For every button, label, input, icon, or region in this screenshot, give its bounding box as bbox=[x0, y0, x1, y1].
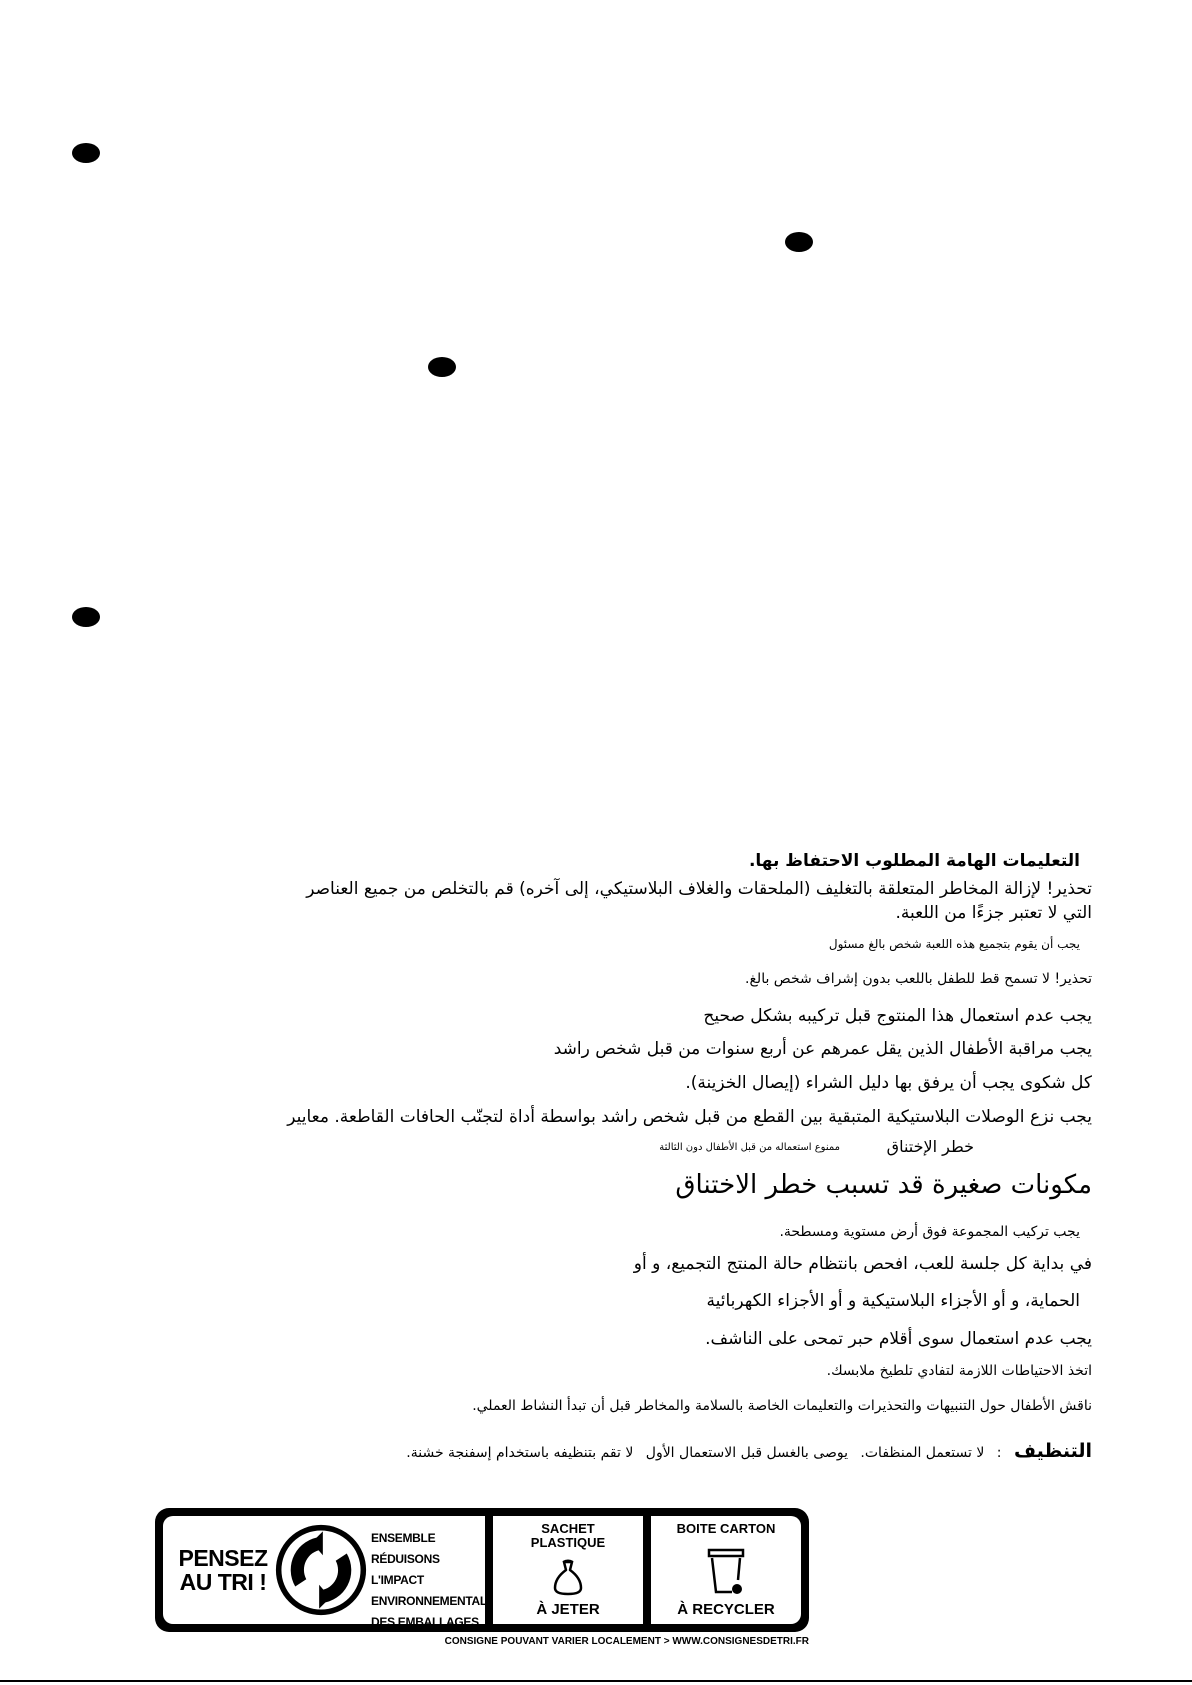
recycle-bin-icon bbox=[706, 1546, 746, 1598]
no-detergents: لا تستعمل المنظفات. bbox=[860, 1445, 985, 1461]
complaints-receipt: كل شكوى يجب أن يرفق بها دليل الشراء (إيصال الخزينة). bbox=[685, 1073, 1092, 1093]
inspect-line2: الحماية، و أو الأجزاء البلاستيكية و أو الأجزاء الكهربائية bbox=[706, 1291, 1080, 1311]
consigne-note: CONSIGNE POUVANT VARIER LOCALEMENT > WWW.CONSIGNESDETRI.FR bbox=[444, 1636, 809, 1647]
sachet-title bbox=[493, 1522, 643, 1550]
ensemble-text bbox=[371, 1528, 487, 1633]
marker-dot-3 bbox=[428, 357, 456, 377]
choking-hazard: خطر الإختناق bbox=[886, 1137, 974, 1156]
ensemble-line4: DES EMBALLAGES bbox=[371, 1615, 479, 1629]
no-use-before-assembly: يجب عدم استعمال هذا المنتوج قبل تركيبه بشكل صحيح bbox=[703, 1006, 1092, 1026]
sachet-title-line2: PLASTIQUE bbox=[530, 1535, 606, 1550]
wash-before-use: يوصى بالغسل قبل الاستعمال الأول bbox=[645, 1445, 848, 1461]
sachet-panel bbox=[493, 1516, 643, 1624]
inspect-line1: في بداية كل جلسة للعب، افحص بانتظام حالة المنتج التجميع، و أو bbox=[633, 1254, 1092, 1274]
ensemble-line2: RÉDUISONS L'IMPACT bbox=[371, 1552, 440, 1587]
pensez-panel bbox=[163, 1516, 487, 1629]
marker-dot-4 bbox=[72, 607, 100, 627]
cleaning-colon: : bbox=[996, 1445, 1002, 1461]
adult-assembly-note: يجب أن يقوم بتجميع هذه اللعبة شخص بالغ مسئول bbox=[828, 937, 1080, 951]
marker-dot-1 bbox=[72, 143, 100, 163]
green-dot-icon bbox=[275, 1524, 367, 1616]
marker-dot-2 bbox=[785, 232, 813, 252]
cleaning-title: التنظيف bbox=[1013, 1440, 1092, 1462]
pensez-line2: AU TRI ! bbox=[179, 1569, 267, 1595]
sachet-action: À JETER bbox=[536, 1601, 600, 1618]
supervise-under-four: يجب مراقبة الأطفال الذين يقل عمرهم عن أربع سنوات من قبل شخص راشد bbox=[553, 1039, 1092, 1059]
pensez-au-tri bbox=[173, 1546, 273, 1594]
warning-packaging-line2: التي لا تعتبر جزءًا من اللعبة. bbox=[895, 903, 1092, 923]
cleaning-row bbox=[398, 1440, 1092, 1462]
remove-plastic-links: يجب نزع الوصلات البلاستيكية المتبقية بين القطع من قبل شخص راشد بواسطة أداة لتجنّب الحافات القاطعة. معايير bbox=[287, 1107, 1092, 1127]
forbidden-under-three: ممنوع استعماله من قبل الأطفال دون الثالثة bbox=[659, 1142, 840, 1153]
recycling-banner bbox=[155, 1508, 809, 1632]
warning-supervision: تحذير! لا تسمح قط للطفل باللعب بدون إشراف شخص بالغ. bbox=[745, 971, 1092, 987]
no-rough-sponge: لا تقم بتنظيفه باستخدام إسفنجة خشنة. bbox=[406, 1445, 634, 1461]
markers-only: يجب عدم استعمال سوى أقلام حبر تمحى على الناشف. bbox=[705, 1329, 1092, 1349]
ensemble-line3: ENVIRONNEMENTAL bbox=[371, 1594, 487, 1608]
bottom-rule bbox=[0, 1680, 1192, 1682]
plastic-bag-icon bbox=[551, 1558, 585, 1596]
sachet-title-line1: SACHET bbox=[541, 1521, 595, 1536]
warning-packaging-line1: تحذير! لإزالة المخاطر المتعلقة بالتغليف (الملحقات والغلاف البلاستيكي، إلى آخره) قم بالتخلص من جميع العناصر bbox=[306, 879, 1092, 899]
flat-surface: يجب تركيب المجموعة فوق أرض مستوية ومسطحة. bbox=[779, 1224, 1080, 1240]
boite-title: BOITE CARTON bbox=[676, 1521, 776, 1536]
pensez-line1: PENSEZ bbox=[178, 1545, 268, 1571]
boite-panel bbox=[651, 1516, 801, 1624]
boite-action: À RECYCLER bbox=[677, 1601, 775, 1618]
precautions: اتخذ الاحتياطات اللازمة لتفادي تلطيخ ملابسك. bbox=[826, 1363, 1092, 1379]
ensemble-line1: ENSEMBLE bbox=[371, 1531, 436, 1545]
small-parts-warning: مكونات صغيرة قد تسبب خطر الاختناق bbox=[675, 1170, 1092, 1200]
discuss-safety: ناقش الأطفال حول التنبيهات والتحذيرات والتعليمات الخاصة بالسلامة والمخاطر قبل أن تبدأ النشاط العملي. bbox=[472, 1398, 1092, 1414]
instructions-heading: التعليمات الهامة المطلوب الاحتفاظ بها. bbox=[748, 851, 1080, 871]
